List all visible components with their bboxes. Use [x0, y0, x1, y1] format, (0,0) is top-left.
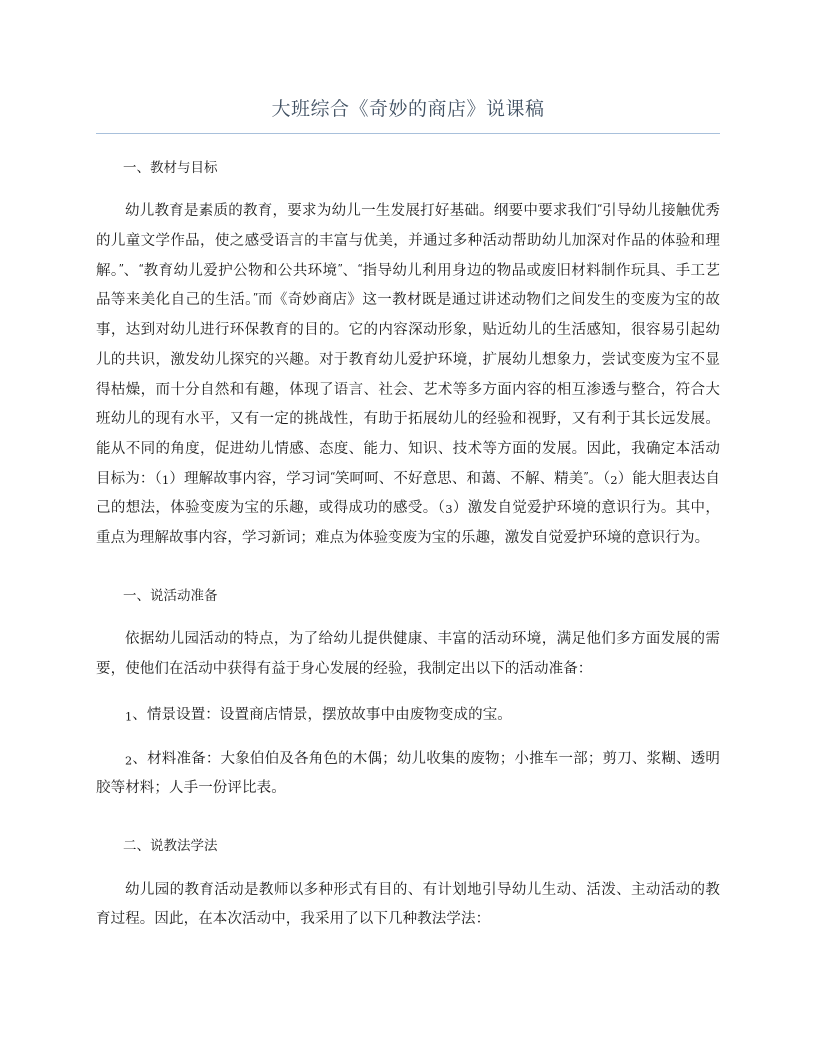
section-shuo-huodong-zhunbei	[96, 584, 720, 804]
section-jiaocai-yu-mubiao	[96, 156, 720, 554]
body-paragraph: 依据幼儿园活动的特点，为了给幼儿提供健康、丰富的活动环境，满足他们多方面发展的需要，使他们在活动中获得有益于身心发展的经验，我制定出以下的活动准备：	[96, 631, 720, 678]
section-heading: 一、教材与目标	[123, 159, 218, 176]
list-item: 1、情景设置：设置商店情景，摆放故事中由废物变成的宝。	[125, 706, 512, 724]
section-shuo-jiaofa-xuefa	[96, 834, 720, 935]
section-heading: 一、说活动准备	[123, 587, 218, 604]
title-divider	[96, 133, 720, 134]
section-heading: 二、说教法学法	[123, 838, 218, 855]
body-paragraph: 幼儿园的教育活动是教师以多种形式有目的、有计划地引导幼儿生动、活泼、主动活动的教育过程。因此，在本次活动中，我采用了以下几种教法学法：	[96, 881, 720, 928]
body-paragraph: 幼儿教育是素质的教育，要求为幼儿一生发展打好基础。纲要中要求我们“引导幼儿接触优秀的儿童文学作品，使之感受语言的丰富与优美，并通过多种活动帮助幼儿加深对作品的体验和理解。”、“教育幼儿爱护公物和公共环境”、“指导幼儿利用身边的物品或废旧材料制作玩具、手工艺品等来美化自己的生活。”而《奇妙商店》这一教材既是通过讲述动物们之间发生的变废为宝的故事，达到对幼儿进行环保教育的目的。它的内容深动形象，贴近幼儿的生活感知，很容易引起幼儿的共识，激发幼儿探究的兴趣。对于教育幼儿爱护环境，扩展幼儿想象力，尝试变废为宝不显得枯燥，而十分自然和有趣，体现了语言、社会、艺术等多方面内容的相互渗透与整合，符合大班幼儿的现有水平，又有一定的挑战性，有助于拓展幼儿的经验和视野，又有利于其长远发展。能从不同的角度，促进幼儿情感、态度、能力、知识、技术等方面的发展。因此，我确定本活动目标为：（1）理解故事内容，学习词“笑呵呵、不好意思、和蔼、不解、精美”。（2）能大胆表达自己的想法，体验变废为宝的乐趣，或得成功的感受。（3）激发自觉爱护环境的意识行为。其中，重点为理解故事内容，学习新词；难点为体验变废为宝的乐趣，激发自觉爱护环境的意识行为。	[96, 203, 721, 547]
list-item: 2、材料准备：大象伯伯及各角色的木偶；幼儿收集的废物；小推车一部；剪刀、浆糊、透明胶等材料；人手一份评比表。	[96, 750, 720, 797]
page-title: 大班综合《奇妙的商店》说课稿	[271, 98, 545, 120]
